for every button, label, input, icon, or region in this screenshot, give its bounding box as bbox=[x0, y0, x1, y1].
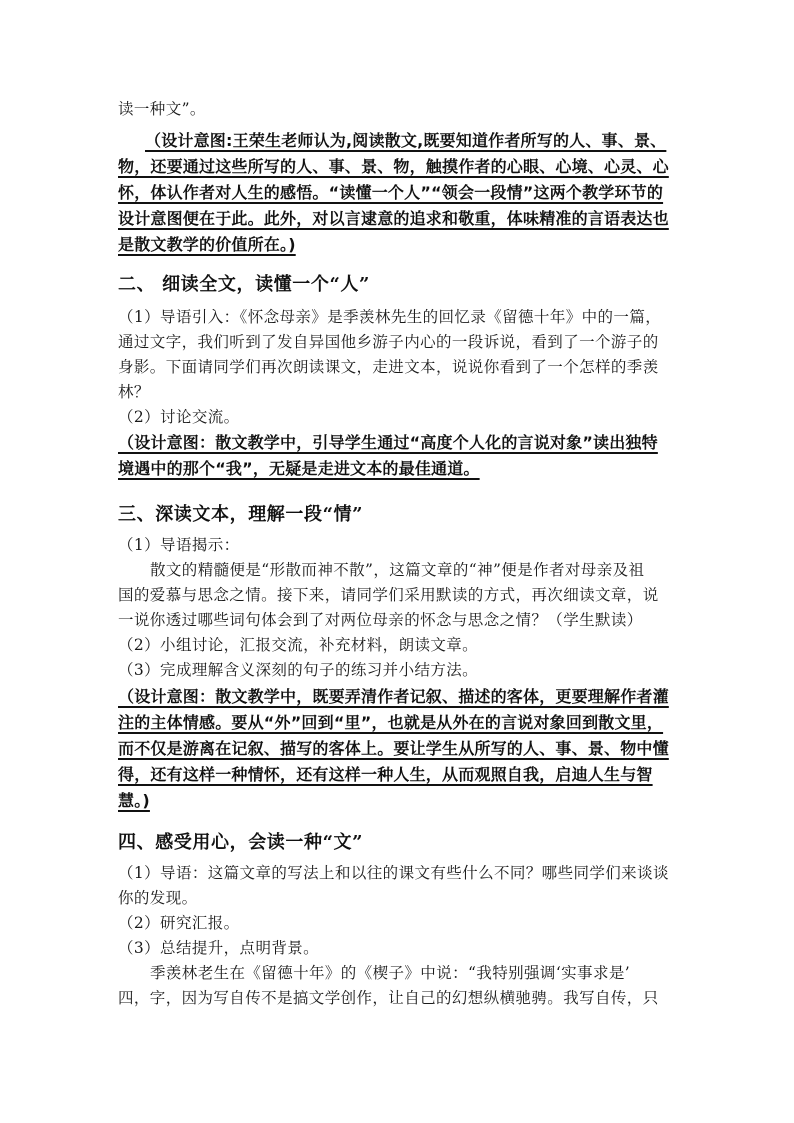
section-3-design-note-line: 慧。) bbox=[118, 791, 150, 810]
section-4-item-1-line: 你的发现。 bbox=[118, 889, 198, 907]
design-note-1-line: 设计意图便在于此。此外，对以言逮意的追求和敬重，体味精准的言语表达也 bbox=[118, 209, 669, 228]
design-note-1-line: （设计意图:王荣生老师认为,阅读散文,既要知道作者所写的人、事、景、 bbox=[145, 131, 667, 150]
section-3-item-1-line: 国的爱慕与思念之情。接下来，请同学们采用默读的方式，再次细读文章，说 bbox=[118, 586, 659, 604]
section-2-heading: 二、 细读全文，读懂一个“人” bbox=[118, 274, 370, 295]
section-3-design-note-line: （设计意图：散文教学中，既要弄清作者记叙、描述的客体，更要理解作者灌 bbox=[118, 687, 669, 706]
intro-tail: 读一种文”。 bbox=[118, 100, 206, 118]
section-3-item-3: （3）完成理解含义深刻的句子的练习并小结方法。 bbox=[118, 661, 479, 679]
section-3-heading: 三、深读文本，理解一段“情” bbox=[118, 504, 364, 525]
section-4-quote-line: 四，字，因为写自传不是搞文学创作，让自己的幻想纵横驰骋。我写自传，只 bbox=[118, 989, 659, 1007]
section-2-design-note-line: （设计意图：散文教学中，引导学生通过“高度个人化的言说对象”读出独特 bbox=[118, 433, 658, 452]
design-note-1-line: 怀，体认作者对人生的感悟。“读懂一个人”“领会一段情”这两个教学环节的 bbox=[118, 183, 664, 202]
section-2-item-1-line: （1）导语引入：《怀念母亲》是季羡林先生的回忆录《留德十年》中的一篇， bbox=[118, 308, 662, 326]
section-2-design-note-line: 境遇中的那个“我”，无疑是走进文本的最佳通道。 bbox=[118, 459, 480, 478]
design-note-1-line: 物，还要通过这些所写的人、事、景、物，触摸作者的心眼、心境、心灵、心 bbox=[118, 157, 669, 176]
section-4-item-3: （3）总结提升，点明背景。 bbox=[118, 939, 320, 957]
section-3-design-note-line: 注的主体情感。要从“外”回到“里”，也就是从外在的言说对象回到散文里， bbox=[118, 713, 664, 732]
section-3-item-1-line: 散文的精髓便是“形散而神不散”，这篇文章的“神”便是作者对母亲及祖 bbox=[150, 561, 645, 579]
section-4-item-1-line: （1）导语：这篇文章的写法上和以往的课文有些什么不同？哪些同学们来谈谈 bbox=[118, 864, 669, 882]
section-3-item-1-label: （1）导语揭示： bbox=[118, 536, 240, 554]
section-3-item-2: （2）小组讨论，汇报交流，补充材料，朗读文章。 bbox=[118, 636, 479, 654]
section-2-item-1-line: 身影。下面请同学们再次朗读课文，走进文本，说说你看到了一个怎样的季羡 bbox=[118, 358, 659, 376]
design-note-1-line: 是散文教学的价值所在。) bbox=[118, 235, 296, 254]
section-3-design-note-line: 得，还有这样一种情怀，还有这样一种人生，从而观照自我，启迪人生与智 bbox=[118, 765, 653, 784]
section-3-item-1-line: 一说你透过哪些词句体会到了对两位母亲的怀念与思念之情？（学生默读） bbox=[118, 611, 643, 629]
section-2-item-2: （2）讨论交流。 bbox=[118, 408, 240, 426]
section-4-item-2: （2）研究汇报。 bbox=[118, 914, 240, 932]
section-2-item-1-line: 林？ bbox=[118, 383, 150, 401]
section-2-item-1-line: 通过文字，我们听到了发自异国他乡游子内心的一段诉说，看到了一个游子的 bbox=[118, 333, 659, 351]
section-4-quote-line: 季羡林老生在《留德十年》的《楔子》中说：“我特别强调‘实事求是’ bbox=[150, 964, 631, 982]
section-4-heading: 四、感受用心，会读一种“文” bbox=[118, 832, 364, 853]
section-3-design-note-line: 而不仅是游离在记叙、描写的客体上。要让学生从所写的人、事、景、物中懂 bbox=[118, 739, 669, 758]
